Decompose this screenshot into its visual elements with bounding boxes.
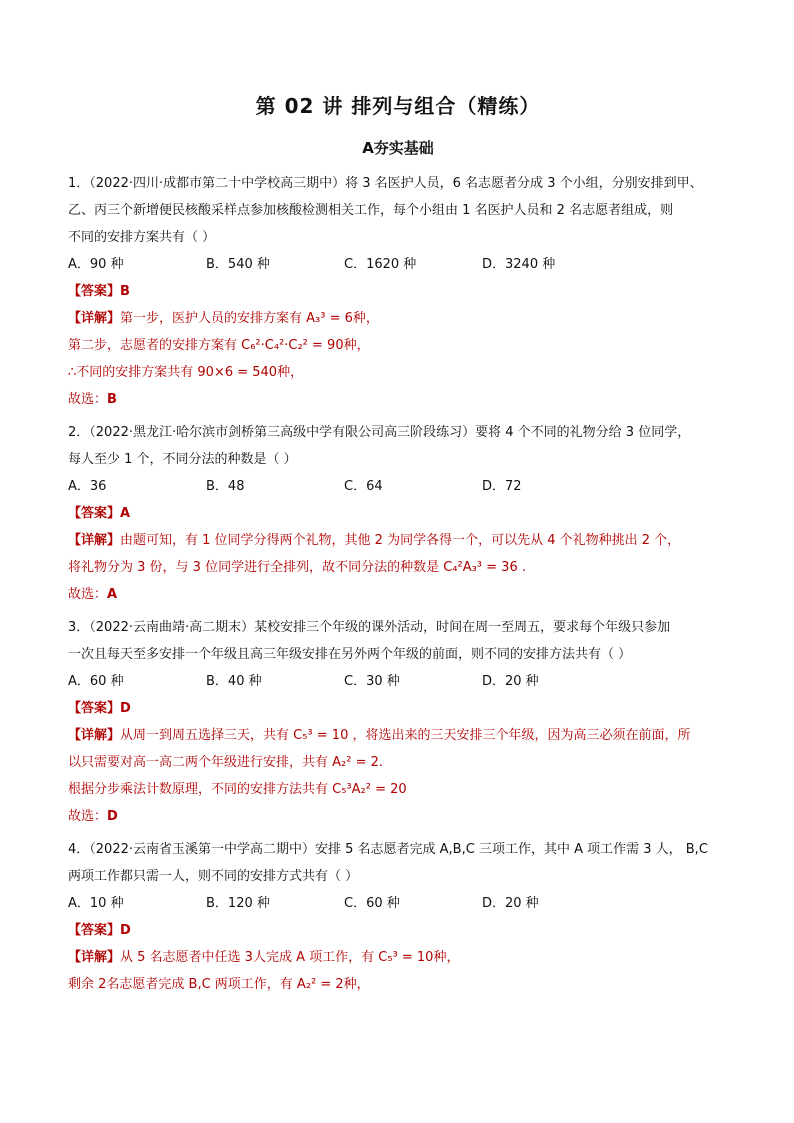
option-a: A．10 种 <box>68 896 124 911</box>
explanation-tag: 【详解】 <box>68 728 121 743</box>
answer-line <box>68 695 728 722</box>
option-b: B．40 种 <box>206 674 262 689</box>
options-row <box>68 473 728 500</box>
explanation-tag: 【详解】 <box>68 533 121 548</box>
section-title: A夯实基础 <box>362 139 434 157</box>
option-c: C．1620 种 <box>344 257 417 272</box>
choose-value: A <box>107 587 118 602</box>
answer-value: D <box>120 701 131 716</box>
answer-tag: 【答案】 <box>68 701 121 716</box>
question-1 <box>68 170 728 413</box>
question-text-line: 不同的安排方案共有（ ） <box>68 230 216 245</box>
choose-value: B <box>107 392 117 407</box>
choose-line <box>68 803 728 830</box>
choose-tag: 故选： <box>68 587 108 602</box>
option-b: B．48 <box>206 479 245 494</box>
question-text-line: 4．（2022·云南省玉溪第一中学高二期中）安排 5 名志愿者完成 A,B,C 三项工作，其中 A 项工作需 3 人， B,C <box>68 842 708 857</box>
question-text-line: 一次且每天至多安排一个年级且高三年级安排在另外两个年级的前面，则不同的安排方法共有（ ） <box>68 647 632 662</box>
options-row <box>68 251 728 278</box>
explanation-tag: 【详解】 <box>68 311 121 326</box>
option-d: D．3240 种 <box>482 257 556 272</box>
question-text-line: 3．（2022·云南曲靖·高二期末）某校安排三个年级的课外活动，时间在周一至周五，要求每个年级只参加 <box>68 620 671 635</box>
question-text-line: 乙、丙三个新增便民核酸采样点参加核酸检测相关工作，每个小组由 1 名医护人员和 2 名志愿者组成，则 <box>68 203 674 218</box>
explanation-text: 从周一到周五选择三天，共有 C₅³ = 10 ，将选出来的三天安排三个年级，因为高三必须在前面，所 <box>120 728 691 743</box>
explanation-line <box>68 527 728 554</box>
explanation-text: 由题可知，有 1 位同学分得两个礼物，其他 2 为同学各得一个，可以先从 4 个礼物种挑出 2 个， <box>120 533 681 548</box>
answer-tag: 【答案】 <box>68 284 121 299</box>
explanation-line: 将礼物分为 3 份，与 3 位同学进行全排列，故不同分法的种数是 C₄²A₃³ = 36 . <box>68 560 526 575</box>
explanation-text: 从 5 名志愿者中任选 3人完成 A 项工作，有 C₅³ = 10种， <box>120 950 460 965</box>
option-d: D．20 种 <box>482 896 539 911</box>
option-c: C．60 种 <box>344 896 400 911</box>
answer-line <box>68 278 728 305</box>
option-d: D．20 种 <box>482 674 539 689</box>
explanation-text: 第一步，医护人员的安排方案有 A₃³ = 6种， <box>120 311 379 326</box>
answer-value: A <box>120 506 131 521</box>
choose-value: D <box>107 809 118 824</box>
option-a: A．90 种 <box>68 257 124 272</box>
question-text-line: 每人至少 1 个，不同分法的种数是（ ） <box>68 452 297 467</box>
choose-tag: 故选： <box>68 392 108 407</box>
choose-line <box>68 581 728 608</box>
options-row <box>68 890 728 917</box>
explanation-line: 第二步，志愿者的安排方案有 C₆²·C₄²·C₂² = 90种， <box>68 338 370 353</box>
option-c: C．64 <box>344 479 383 494</box>
explanation-line <box>68 944 728 971</box>
answer-line <box>68 500 728 527</box>
explanation-line: 根据分步乘法计数原理，不同的安排方法共有 C₅³A₂² = 20 <box>68 782 407 797</box>
explanation-line <box>68 722 728 749</box>
question-text-line: 1．（2022·四川·成都市第二十中学校高三期中）将 3 名医护人员，6 名志愿者分成 3 个小组，分别安排到甲、 <box>68 176 703 191</box>
answer-line <box>68 917 728 944</box>
option-c: C．30 种 <box>344 674 400 689</box>
explanation-line: ∴不同的安排方案共有 90×6 = 540种， <box>68 365 304 380</box>
question-2 <box>68 419 728 608</box>
explanation-line: 剩余 2名志愿者完成 B,C 两项工作，有 A₂² = 2种， <box>68 977 370 992</box>
explanation-line: 以只需要对高一高二两个年级进行安排，共有 A₂² = 2. <box>68 755 384 770</box>
option-a: A．36 <box>68 479 107 494</box>
option-a: A．60 种 <box>68 674 124 689</box>
document-page <box>68 90 728 998</box>
explanation-tag: 【详解】 <box>68 950 121 965</box>
answer-value: D <box>120 923 131 938</box>
option-b: B．540 种 <box>206 257 270 272</box>
choose-tag: 故选： <box>68 809 108 824</box>
answer-tag: 【答案】 <box>68 506 121 521</box>
answer-tag: 【答案】 <box>68 923 121 938</box>
option-b: B．120 种 <box>206 896 270 911</box>
answer-value: B <box>120 284 130 299</box>
page-title: 第 02 讲 排列与组合（精练） <box>255 94 541 118</box>
option-d: D．72 <box>482 479 522 494</box>
question-3 <box>68 614 728 830</box>
explanation-line <box>68 305 728 332</box>
choose-line <box>68 386 728 413</box>
question-text-line: 2．（2022·黑龙江·哈尔滨市剑桥第三高级中学有限公司高三阶段练习）要将 4 个不同的礼物分给 3 位同学， <box>68 425 691 440</box>
question-text-line: 两项工作都只需一人，则不同的安排方式共有（ ） <box>68 869 359 884</box>
question-4 <box>68 836 728 998</box>
options-row <box>68 668 728 695</box>
